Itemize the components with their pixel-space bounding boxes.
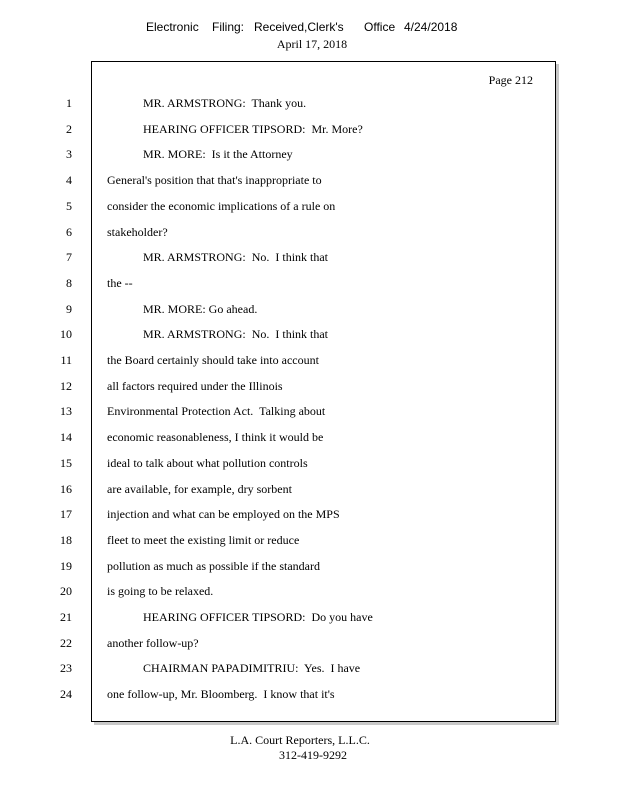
transcript-line: MR. MORE: Is it the Attorney: [143, 147, 293, 162]
line-number: 2: [66, 121, 72, 136]
transcript-line: stakeholder?: [107, 224, 168, 239]
line-number: 9: [66, 301, 72, 316]
transcript-line: the Board certainly should take into account: [107, 353, 319, 367]
footer-company: L.A. Court Reporters, L.L.C.: [230, 733, 370, 747]
line-number: 19: [60, 558, 72, 573]
transcript-line: are available, for example, dry sorbent: [107, 481, 292, 496]
line-number: 5: [66, 198, 72, 213]
transcript-line: ideal to talk about what pollution controls: [107, 455, 308, 470]
transcript-line: injection and what can be employed on the MPS: [107, 507, 340, 522]
line-number: 12: [60, 378, 72, 393]
transcript-line: is going to be relaxed.: [107, 584, 214, 599]
line-number: 8: [66, 275, 72, 290]
line-number: 10: [60, 327, 72, 342]
line-number: 7: [66, 250, 72, 265]
transcript-page: [60, 61, 556, 722]
stamp-date: 4/24/2018: [404, 20, 458, 34]
hearing-date: April 17, 2018: [276, 37, 348, 51]
line-number: 4: [66, 173, 72, 188]
transcript-line: pollution as much as possible if the standard: [107, 558, 320, 573]
line-number: 15: [60, 455, 72, 470]
line-number: 24: [60, 687, 72, 702]
transcript-line: economic reasonableness, I think it would be: [107, 430, 324, 445]
stamp-word-filing: Filing:: [212, 20, 245, 34]
stamp-word-electronic: Electronic: [146, 20, 199, 34]
transcript-line: another follow-up?: [107, 635, 199, 650]
transcript-line: the --: [107, 275, 133, 290]
line-number: 3: [66, 147, 72, 162]
line-number: 1: [66, 96, 72, 110]
transcript-line: all factors required under the Illinois: [107, 378, 283, 393]
transcript-line: one follow-up, Mr. Bloomberg. I know that it's: [107, 687, 335, 702]
line-number: 16: [60, 481, 72, 496]
filing-stamp: [0, 20, 618, 36]
line-number: 13: [60, 404, 72, 419]
page-number: Page 212: [488, 73, 533, 87]
transcript-line: MR. MORE: Go ahead.: [143, 301, 258, 316]
footer-phone: 312-419-9292: [279, 748, 347, 762]
transcript-line: HEARING OFFICER TIPSORD: Mr. More?: [143, 121, 363, 136]
transcript-line: Environmental Protection Act. Talking about: [107, 404, 326, 419]
line-number: 18: [60, 532, 72, 547]
line-number: 11: [60, 353, 72, 367]
line-number: 6: [66, 224, 72, 239]
transcript-line: MR. ARMSTRONG: No. I think that: [143, 327, 329, 342]
transcript-line: MR. ARMSTRONG: No. I think that: [143, 250, 329, 265]
transcript-line: consider the economic implications of a rule on: [107, 198, 336, 213]
line-number: 14: [60, 430, 72, 445]
transcript-line: CHAIRMAN PAPADIMITRIU: Yes. I have: [143, 661, 361, 676]
line-number: 20: [60, 584, 72, 599]
line-number: 23: [60, 661, 72, 676]
line-number: 21: [60, 610, 72, 624]
stamp-word-office: Office: [364, 20, 396, 34]
line-number: 22: [60, 635, 72, 650]
transcript-line: fleet to meet the existing limit or reduce: [107, 532, 300, 547]
stamp-word-received: Received,Clerk's: [254, 20, 344, 34]
transcript-line: General's position that that's inappropriate to: [107, 173, 322, 188]
transcript-line: HEARING OFFICER TIPSORD: Do you have: [143, 610, 373, 624]
line-number: 17: [60, 507, 72, 522]
transcript-line: MR. ARMSTRONG: Thank you.: [143, 96, 307, 110]
